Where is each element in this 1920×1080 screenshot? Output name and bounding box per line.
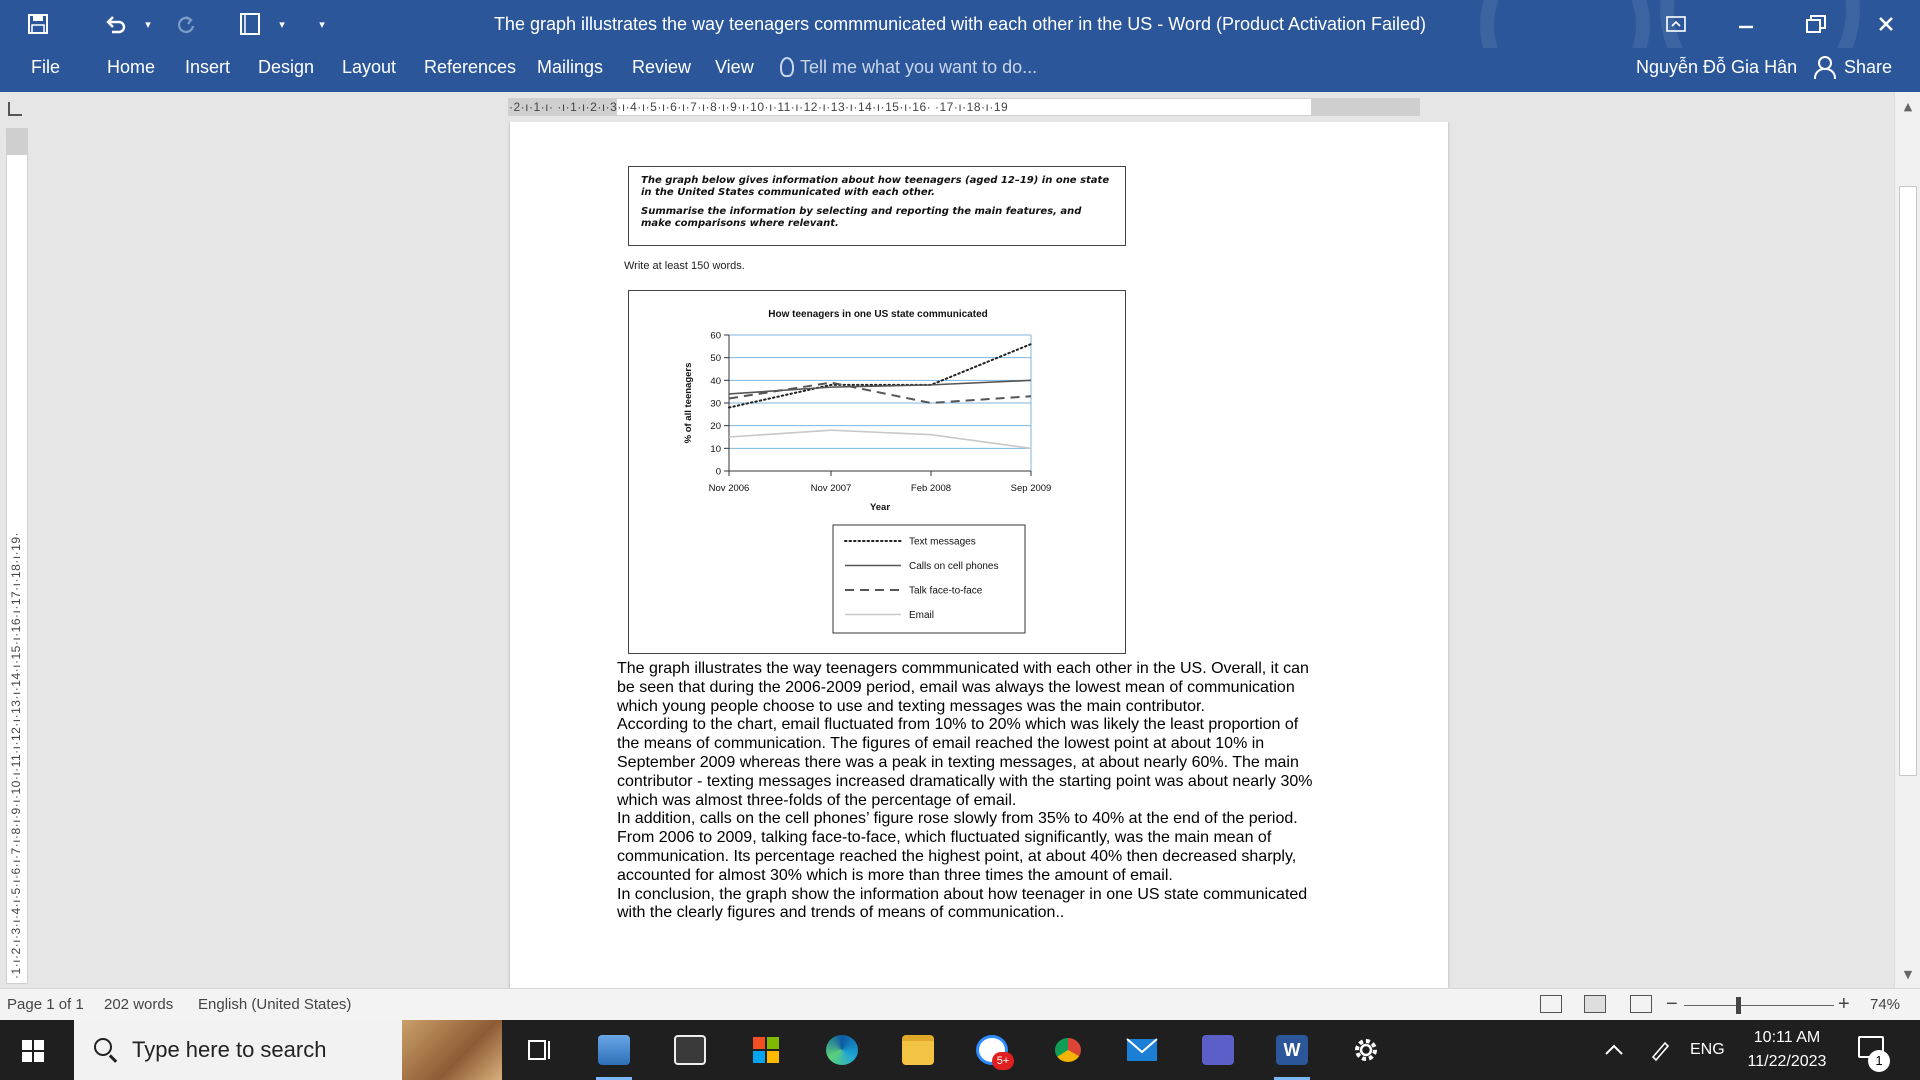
line-chart-image[interactable]	[628, 290, 1126, 654]
scroll-thumb[interactable]	[1899, 186, 1917, 776]
tell-me-box[interactable]	[780, 48, 1037, 92]
task-paragraph: Summarise the information by selecting and reporting the main features, and make comparisons where relevant.	[641, 206, 1082, 229]
redo-icon[interactable]	[164, 0, 208, 48]
search-placeholder: Type here to search	[132, 1037, 327, 1062]
file-explorer-icon[interactable]	[896, 1030, 940, 1070]
task-box	[628, 166, 1126, 246]
y-tick-label: 10	[710, 443, 721, 455]
search-highlight-image	[402, 1020, 502, 1080]
windows-start-icon[interactable]	[22, 1040, 44, 1062]
y-tick-label: 40	[710, 375, 721, 387]
document-page[interactable]	[510, 122, 1448, 988]
tab-view[interactable]: View	[715, 57, 754, 77]
legend-label: Text messages	[909, 536, 976, 548]
mail-icon[interactable]	[1120, 1030, 1164, 1070]
language-status[interactable]: English (United States)	[198, 996, 352, 1013]
tab-home[interactable]: Home	[107, 57, 156, 77]
quick-access-toolbar	[0, 0, 332, 48]
teams-icon[interactable]	[1196, 1030, 1240, 1070]
y-tick-label: 20	[710, 421, 721, 433]
layout-dropdown-icon[interactable]: ▾	[279, 17, 285, 31]
y-tick-label: 50	[710, 353, 721, 365]
window-title: The graph illustrates the way teenagers commmunicated with each other in the US - Word (Product Activation Failed)	[493, 14, 1427, 34]
ribbon-display-options-icon[interactable]	[1642, 0, 1710, 48]
web-layout-icon[interactable]	[1630, 995, 1652, 1013]
ada-app-icon[interactable]	[668, 1030, 712, 1070]
restore-icon[interactable]	[1782, 0, 1850, 48]
legend-label: Talk face-to-face	[909, 585, 983, 597]
remote-desktop-icon[interactable]	[592, 1030, 636, 1070]
taskbar-search[interactable]	[74, 1020, 502, 1080]
y-axis-label: % of all teenagers	[683, 362, 694, 444]
tab-stop-selector-icon[interactable]	[8, 102, 22, 116]
series-line-text-messages	[729, 344, 1031, 407]
essay-paragraph: In addition, calls on the cell phones’ figure rose slowly from 35% to 40% at the end of the period. From 2006 to 2009, talking face-to-face, which fluctuated significantly, was the main mean of communication. Its percentage reached the highest point, at about 40% then decreased sharply, accounted for almost 30% which is more than three times the amount of email.	[617, 810, 1298, 884]
scroll-up-icon[interactable]: ▲	[1903, 99, 1913, 113]
title-bar	[0, 0, 1920, 48]
legend-label: Calls on cell phones	[909, 561, 999, 572]
undo-icon[interactable]	[94, 0, 138, 48]
zoom-slider-thumb[interactable]	[1736, 997, 1741, 1014]
document-canvas	[30, 122, 1894, 988]
microsoft-store-icon[interactable]	[744, 1030, 788, 1070]
lightbulb-icon	[780, 57, 794, 77]
zoom-app-icon[interactable]	[970, 1030, 1014, 1070]
zoom-slider-track[interactable]	[1684, 1005, 1834, 1006]
x-tick-label: Nov 2007	[810, 483, 852, 494]
undo-dropdown-icon[interactable]: ▾	[145, 17, 151, 31]
horizontal-ruler-numbers: ·2·ı·1·ı· ·ı·1·ı·2·ı·3·ı·4·ı·5·ı·6·ı·7·ı·8·ı·9·ı·10·ı·11·ı·12·ı·13·ı·14·ı·15·ı·16· ·17·ı·18·ı·19	[509, 100, 1009, 114]
essay-paragraph: In conclusion, the graph show the information about how teenager in one US state communicated with the clearly figures and trends of means of communication..	[617, 885, 1308, 922]
y-tick-label: 30	[710, 398, 721, 410]
tab-design[interactable]: Design	[258, 57, 315, 77]
tab-layout[interactable]: Layout	[342, 57, 397, 77]
vertical-ruler-numbers: ·1·ı·2·ı·3·ı·4·ı·5·ı·6·ı·7·ı·8·ı·9·ı·10·ı·11·ı·12·ı·13·ı·14·ı·15·ı·16·ı·17·ı·18·ı·19·	[9, 531, 23, 979]
task-paragraph: The graph below gives information about how teenagers (aged 12–19) in one state in the United States communicated with each other.	[641, 175, 1110, 198]
read-mode-icon[interactable]	[1540, 995, 1562, 1013]
input-language[interactable]: ENG	[1690, 1041, 1725, 1058]
ruler-area	[0, 92, 1920, 122]
essay-body[interactable]	[617, 660, 1317, 923]
edge-icon[interactable]	[820, 1030, 864, 1070]
scroll-down-icon[interactable]: ▼	[1903, 967, 1913, 981]
x-tick-label: Sep 2009	[1010, 483, 1052, 494]
horizontal-ruler[interactable]	[508, 98, 1420, 116]
series-line-email	[729, 430, 1031, 448]
x-tick-label: Feb 2008	[910, 483, 952, 494]
search-icon	[94, 1038, 112, 1056]
tell-me-placeholder: Tell me what you want to do...	[800, 57, 1038, 77]
vertical-ruler[interactable]	[6, 128, 28, 984]
person-icon	[1814, 56, 1836, 78]
word-app-icon[interactable]: W	[1270, 1030, 1314, 1070]
show-hidden-icons-chevron-icon[interactable]	[1592, 1030, 1636, 1070]
close-icon[interactable]	[1852, 0, 1920, 48]
tab-references[interactable]: References	[424, 57, 517, 77]
page-count[interactable]: Page 1 of 1	[7, 996, 84, 1013]
share-label: Share	[1844, 57, 1893, 77]
word-count-note: Write at least 150 words.	[624, 260, 745, 272]
line-chart	[629, 291, 1127, 655]
save-icon[interactable]	[16, 0, 60, 48]
zoom-badge: 5+	[992, 1052, 1014, 1070]
minimize-icon[interactable]	[1712, 0, 1780, 48]
tab-file[interactable]: File	[31, 57, 61, 77]
notification-count: 1	[1868, 1050, 1890, 1072]
status-bar	[0, 988, 1920, 1020]
ruler-margin-top	[7, 129, 27, 155]
essay-paragraph: According to the chart, email fluctuated from 10% to 20% which was likely the least proportion of the means of communication. The figures of email reached the lowest point at about 10% in September 2009 whereas there was a peak in texting messages, at about nearly 60%. The main contributor - texting messages increased dramatically with the starting point was about nearly 30% which was almost three-folds of the percentage of email.	[617, 716, 1313, 809]
x-axis-label: Year	[869, 502, 891, 513]
user-name[interactable]: Nguyễn Đỗ Gia Hân	[1636, 57, 1798, 77]
share-button[interactable]	[1814, 48, 1892, 92]
x-tick-label: Nov 2006	[708, 483, 750, 494]
task-view-icon[interactable]	[518, 1030, 562, 1070]
clock-date: 11/22/2023	[1747, 1053, 1827, 1070]
layout-icon[interactable]	[228, 0, 272, 48]
ribbon-tabs	[0, 48, 1920, 92]
clock-time: 10:11 AM	[1753, 1029, 1821, 1046]
tab-review[interactable]: Review	[632, 57, 692, 77]
taskbar	[0, 1020, 1920, 1080]
clock[interactable]	[1732, 1026, 1842, 1074]
y-tick-label: 60	[710, 330, 721, 342]
word-count[interactable]: 202 words	[104, 996, 174, 1013]
print-layout-icon[interactable]	[1584, 995, 1606, 1013]
tab-mailings[interactable]: Mailings	[537, 57, 604, 77]
zoom-out-icon[interactable]: −	[1666, 993, 1678, 1015]
pen-icon[interactable]	[1638, 1030, 1682, 1070]
legend-label: Email	[909, 610, 935, 621]
chart-title: How teenagers in one US state communicated	[768, 309, 988, 320]
settings-gear-icon[interactable]	[1344, 1030, 1388, 1070]
tab-insert[interactable]: Insert	[185, 57, 231, 77]
y-tick-label: 0	[715, 466, 721, 478]
chrome-icon[interactable]	[1046, 1030, 1090, 1070]
zoom-in-icon[interactable]: +	[1838, 993, 1850, 1015]
essay-paragraph: The graph illustrates the way teenagers commmunicated with each other in the US. Overall, it can be seen that during the 2006-2009 period, email was always the lowest mean of communication which young people choose to use and texting messages was the main contributor.	[617, 660, 1309, 715]
customize-toolbar-icon[interactable]: ▾	[319, 17, 325, 31]
vertical-scrollbar[interactable]	[1894, 92, 1920, 988]
zoom-level[interactable]: 74%	[1870, 996, 1901, 1013]
